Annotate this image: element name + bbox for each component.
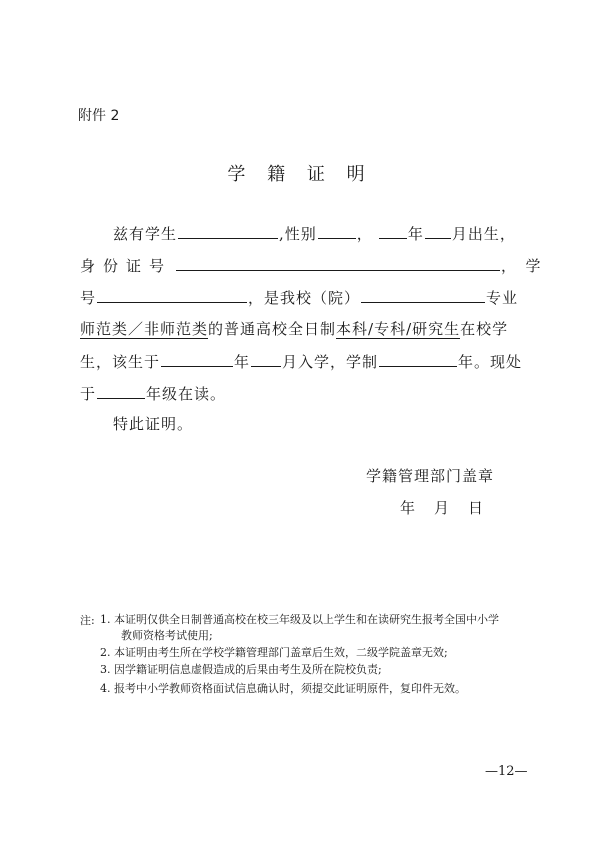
number-label: 号 (80, 289, 97, 307)
current-label: 年。现处 (458, 353, 523, 371)
grade-prefix: 于 (80, 385, 97, 403)
id-suffix: ， 学 (501, 257, 542, 275)
school-label: ，是我校（院） (248, 289, 361, 307)
note-item-1: 1. 本证明仅供全日制普通高校在校三年级及以上学生和在读研究生报考全国中小学 (100, 613, 499, 626)
teacher-type-options: 师范类／非师范类 (80, 320, 209, 338)
grade-label: 年级在读。 (146, 385, 227, 403)
duration-label: 月入学，学制 (282, 353, 379, 371)
note-item-2: 2. 本证明由考生所在学校学籍管理部门盖章后生效，二级学院盖章无效; (100, 646, 448, 659)
gender-blank[interactable] (318, 224, 356, 239)
certify-line: 特此证明。 (113, 415, 194, 433)
separator: ， (356, 225, 373, 243)
enroll-year-blank[interactable] (161, 352, 233, 367)
student-prefix: 兹有学生 (113, 225, 178, 243)
fulltime-label: 的普通高校全日制 (208, 320, 337, 338)
enroll-month-blank[interactable] (251, 352, 281, 367)
month-born-label: 月出生， (451, 225, 516, 243)
birth-year-blank[interactable] (379, 224, 407, 239)
grade-blank[interactable] (97, 384, 145, 399)
enrolled-label: 在校学 (460, 320, 509, 338)
gender-label: ,性别 (279, 225, 317, 243)
body-line-6 (80, 384, 226, 403)
note-item-1-cont: 教师资格考试使用; (121, 629, 213, 642)
page-number: —12— (485, 764, 528, 779)
degree-options: 本科/专科/研究生 (336, 320, 461, 338)
body-line-1 (113, 224, 516, 243)
body-line-3 (80, 288, 518, 307)
birth-month-blank[interactable] (425, 224, 451, 239)
student-name-blank[interactable] (178, 224, 278, 239)
body-line-5 (80, 352, 522, 371)
document-title: 学 籍 证 明 (227, 164, 373, 185)
id-label: 身份证号 (80, 257, 173, 275)
body-line-2 (80, 256, 542, 275)
date-label: 年 月 日 (400, 499, 486, 517)
note-item-4: 4. 报考中小学教师资格面试信息确认时，须提交此证明原件，复印件无效。 (100, 682, 466, 695)
note-item-3: 3. 因学籍证明信息虚假造成的后果由考生及所在院校负责; (100, 663, 382, 676)
year-label: 年 (407, 225, 424, 243)
duration-blank[interactable] (379, 352, 457, 367)
student-number-blank[interactable] (97, 288, 247, 303)
enroll-prefix: 生，该生于 (80, 353, 161, 371)
enroll-year-label: 年 (234, 353, 251, 371)
attachment-label: 附件 2 (78, 108, 120, 124)
body-line-4 (80, 320, 508, 338)
major-blank[interactable] (361, 288, 485, 303)
id-number-blank[interactable] (176, 256, 500, 271)
notes-label: 注: (80, 614, 95, 627)
major-label: 专业 (486, 289, 519, 307)
seal-label: 学籍管理部门盖章 (366, 467, 495, 485)
